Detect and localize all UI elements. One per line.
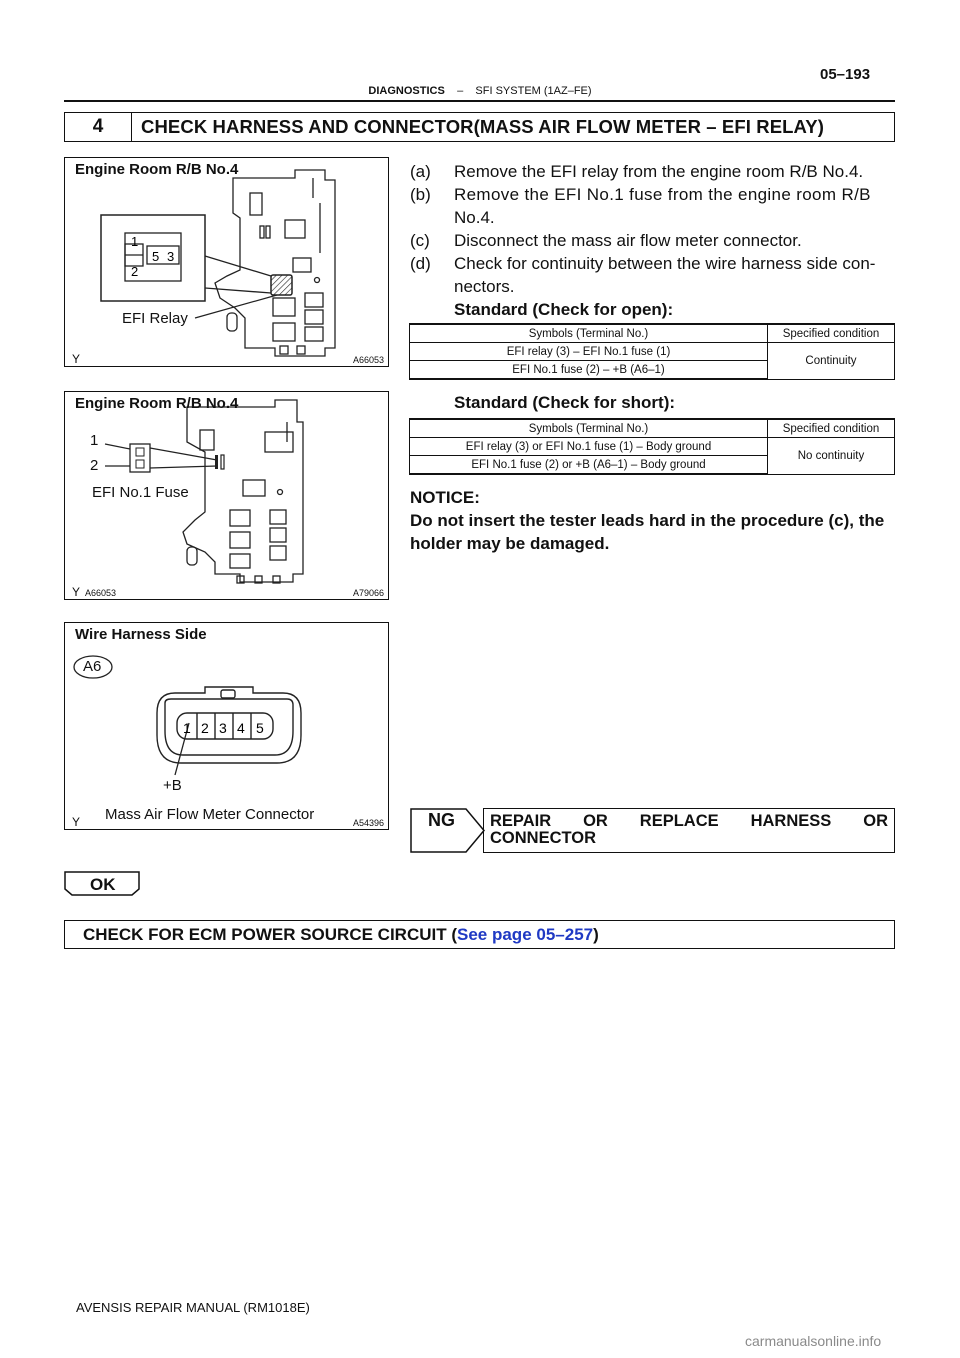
header-rule	[64, 100, 895, 102]
running-header	[0, 85, 960, 97]
relay-pin-2: 2	[131, 264, 139, 279]
ok-label: OK	[90, 875, 116, 894]
step-title: CHECK HARNESS AND CONNECTOR(MASS AIR FLOW METER – EFI RELAY)	[141, 116, 824, 137]
open-header-symbols: Symbols (Terminal No.)	[410, 324, 768, 343]
ng-label: NG	[428, 810, 455, 830]
connector-figure-mark: Y	[72, 815, 81, 829]
ng-action-line1: REPAIR OR REPLACE HARNESS OR	[490, 812, 888, 830]
fuse-figure-title: Engine Room R/B No.4	[75, 395, 239, 412]
open-check-label: Standard (Check for open):	[454, 300, 674, 319]
short-check-label: Standard (Check for short):	[454, 393, 676, 412]
header-separator: –	[457, 85, 464, 97]
relay-figure-code: A66053	[352, 355, 384, 365]
step-d-cont: nectors.	[454, 277, 515, 296]
header-subsection: SFI SYSTEM (1AZ–FE)	[475, 85, 592, 97]
short-header-condition: Specified condition	[768, 419, 895, 438]
next-step-text: CHECK FOR ECM POWER SOURCE CIRCUIT (See page 05–257)	[83, 925, 599, 944]
connector-figure-code: A54396	[352, 818, 384, 828]
efi-relay-label: EFI Relay	[122, 310, 188, 327]
connector-pin-2: 2	[201, 720, 209, 736]
ng-action-line2: CONNECTOR	[490, 829, 597, 847]
terminal-b-label: +B	[163, 777, 182, 794]
connector-pin-4: 4	[237, 720, 245, 736]
step-number: 4	[65, 113, 132, 141]
see-page-link[interactable]: See page 05–257	[457, 925, 594, 944]
fuse-pin-2-label: 2	[90, 457, 99, 474]
efi-fuse-label: EFI No.1 Fuse	[92, 484, 189, 501]
figure-connector	[64, 622, 389, 830]
short-row-2: EFI No.1 fuse (2) or +B (A6–1) – Body ground	[410, 456, 768, 475]
figure-efi-relay	[64, 157, 389, 367]
fuse-figure-code: A79066	[352, 588, 384, 598]
ng-result	[410, 808, 895, 853]
figure-efi-fuse	[64, 391, 389, 600]
footer: AVENSIS REPAIR MANUAL (RM1018E)	[76, 1300, 310, 1315]
header-section: DIAGNOSTICS	[368, 85, 445, 97]
ng-action-box	[483, 808, 895, 853]
page-number: 05–193	[820, 66, 871, 83]
connector-pin-1: 1	[183, 720, 191, 736]
watermark: carmanualsonline.info	[745, 1333, 882, 1349]
open-header-condition: Specified condition	[768, 324, 895, 343]
next-step-box	[64, 920, 895, 949]
open-row-1: EFI relay (3) – EFI No.1 fuse (1)	[410, 343, 768, 361]
short-check-table	[409, 418, 895, 475]
connector-figure-title: Wire Harness Side	[75, 626, 207, 643]
fuse-pin-1-label: 1	[90, 432, 99, 449]
open-condition: Continuity	[768, 343, 895, 380]
fuse-figure-code-left: A66053	[85, 588, 117, 598]
short-condition: No continuity	[768, 438, 895, 475]
step-d: (d) Check for continuity between the wire harness side con-	[410, 254, 876, 273]
relay-pin-3: 3	[167, 249, 175, 264]
connector-pin-5: 5	[256, 720, 264, 736]
relay-box-drawing	[65, 158, 389, 367]
notice-text: Do not insert the tester leads hard in the procedure (c), the holder may be damaged.	[410, 511, 885, 553]
step-title-bar	[64, 112, 895, 142]
relay-figure-mark: Y	[72, 352, 81, 366]
notice-label: NOTICE:	[410, 488, 480, 507]
open-check-table	[409, 323, 895, 380]
connector-drawing	[65, 623, 389, 830]
relay-pin-1: 1	[131, 234, 139, 249]
fuse-figure-mark: Y	[72, 585, 81, 599]
step-a: (a) Remove the EFI relay from the engine room R/B No.4.	[410, 162, 864, 181]
step-b: (b) Remove the EFI No.1 fuse from the engine room R/B	[410, 185, 871, 204]
step-b-cont: No.4.	[454, 208, 495, 227]
connector-caption: Mass Air Flow Meter Connector	[105, 806, 315, 823]
connector-id: A6	[83, 658, 102, 675]
relay-figure-title: Engine Room R/B No.4	[75, 161, 239, 178]
relay-pin-5: 5	[152, 249, 160, 264]
open-row-2: EFI No.1 fuse (2) – +B (A6–1)	[410, 361, 768, 380]
step-c: (c) Disconnect the mass air flow meter connector.	[410, 231, 802, 250]
ok-result	[64, 871, 139, 895]
short-row-1: EFI relay (3) or EFI No.1 fuse (1) – Body ground	[410, 438, 768, 456]
connector-pin-3: 3	[219, 720, 227, 736]
short-header-symbols: Symbols (Terminal No.)	[410, 419, 768, 438]
